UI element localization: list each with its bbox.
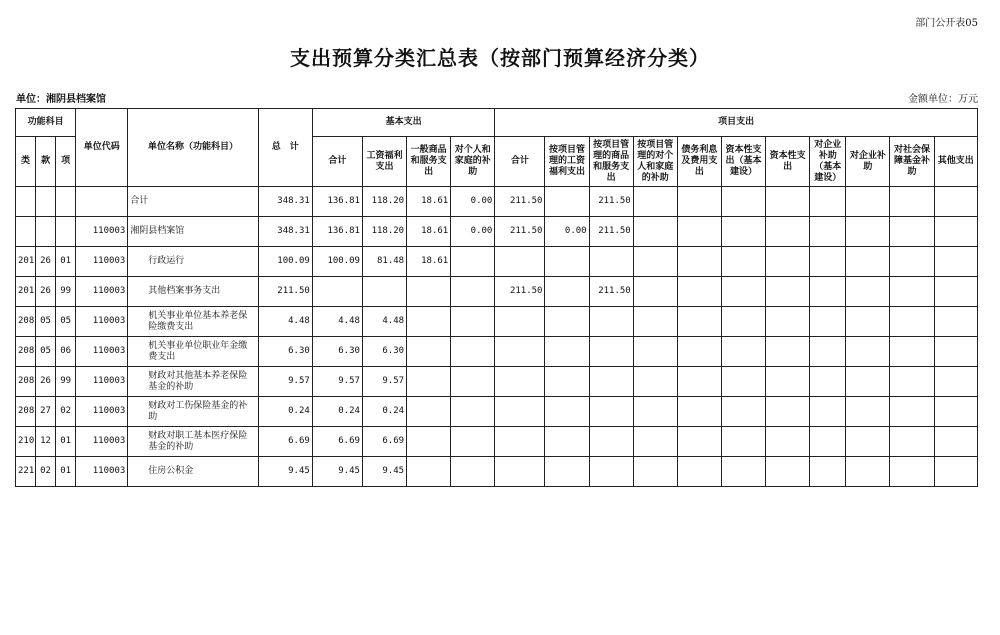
cell-project-capital (766, 217, 810, 247)
header-basic: 基本支出 (312, 109, 495, 137)
table-row (16, 247, 978, 277)
cell-project-wage (545, 427, 589, 457)
header-unit-name: 单位名称（功能科目） (128, 109, 258, 187)
cell-lei: 208 (16, 397, 36, 427)
cell-project-social (890, 217, 934, 247)
cell-basic-person (451, 397, 495, 427)
cell-unit-name: 行政运行 (128, 247, 258, 277)
cell-project-capital-build (721, 217, 765, 247)
cell-project-enterprise-build (810, 247, 846, 277)
cell-project-goods (589, 457, 633, 487)
cell-project-person (633, 367, 677, 397)
cell-project-capital-build (721, 187, 765, 217)
cell-basic-wage: 9.45 (362, 457, 406, 487)
cell-project-enterprise (846, 457, 890, 487)
cell-project-wage (545, 277, 589, 307)
cell-project-social (890, 397, 934, 427)
cell-basic-sum: 6.30 (312, 337, 362, 367)
header-basic-col: 一般商品和服务支出 (407, 137, 451, 187)
table-row (16, 427, 978, 457)
cell-unit-name: 财政对其他基本养老保险基金的补助 (128, 367, 258, 397)
cell-project-person (633, 307, 677, 337)
budget-table (15, 108, 978, 487)
header-total: 总 计 (258, 109, 312, 187)
header-basic-col: 工资福利支出 (362, 137, 406, 187)
page-title: 支出预算分类汇总表（按部门预算经济分类） (290, 46, 710, 70)
cell-xiang: 99 (56, 367, 76, 397)
cell-unit-name: 湘阴县档案馆 (128, 217, 258, 247)
cell-project-enterprise-build (810, 427, 846, 457)
header-kuan: 款 (36, 137, 56, 187)
cell-lei: 208 (16, 367, 36, 397)
cell-project-enterprise (846, 187, 890, 217)
cell-project-wage (545, 397, 589, 427)
cell-basic-sum: 0.24 (312, 397, 362, 427)
cell-project-enterprise (846, 367, 890, 397)
cell-kuan: 26 (36, 367, 56, 397)
cell-project-sum (495, 337, 545, 367)
cell-unit-name: 住房公积金 (128, 457, 258, 487)
cell-xiang: 06 (56, 337, 76, 367)
header-project-col: 对企业补助（基本建设） (810, 137, 846, 187)
table-row (16, 307, 978, 337)
cell-basic-sum: 9.57 (312, 367, 362, 397)
cell-xiang: 01 (56, 427, 76, 457)
cell-basic-wage: 0.24 (362, 397, 406, 427)
header-project-col: 按项目管理的对个人和家庭的补助 (633, 137, 677, 187)
cell-basic-wage: 9.57 (362, 367, 406, 397)
cell-project-debt (677, 217, 721, 247)
cell-project-capital (766, 337, 810, 367)
cell-kuan (36, 187, 56, 217)
cell-basic-wage: 6.30 (362, 337, 406, 367)
cell-project-capital-build (721, 457, 765, 487)
header-project-col: 按项目管理的工资福利支出 (545, 137, 589, 187)
cell-xiang: 05 (56, 307, 76, 337)
cell-project-other (934, 457, 977, 487)
cell-project-enterprise (846, 337, 890, 367)
cell-project-social (890, 427, 934, 457)
cell-xiang: 02 (56, 397, 76, 427)
cell-project-enterprise-build (810, 277, 846, 307)
cell-unit-code: 110003 (76, 397, 128, 427)
header-project-col: 资本性支出 (766, 137, 810, 187)
cell-project-debt (677, 427, 721, 457)
cell-unit-name: 其他档案事务支出 (128, 277, 258, 307)
cell-basic-goods (407, 397, 451, 427)
form-code: 部门公开表05 (915, 18, 978, 29)
cell-xiang: 01 (56, 247, 76, 277)
cell-kuan (36, 217, 56, 247)
money-unit: 金额单位：万元 (908, 94, 978, 105)
cell-basic-wage: 118.20 (362, 217, 406, 247)
cell-project-sum (495, 367, 545, 397)
cell-basic-goods: 18.61 (407, 187, 451, 217)
cell-unit-name: 财政对职工基本医疗保险基金的补助 (128, 427, 258, 457)
cell-basic-wage: 118.20 (362, 187, 406, 217)
cell-basic-sum (312, 277, 362, 307)
cell-project-enterprise-build (810, 367, 846, 397)
cell-project-person (633, 247, 677, 277)
cell-total: 100.09 (258, 247, 312, 277)
cell-project-enterprise-build (810, 397, 846, 427)
cell-project-other (934, 307, 977, 337)
unit-name: 湘阴县档案馆 (46, 94, 106, 105)
header-project-col: 资本性支出（基本建设） (721, 137, 765, 187)
cell-project-sum (495, 427, 545, 457)
cell-basic-wage: 81.48 (362, 247, 406, 277)
cell-project-other (934, 187, 977, 217)
cell-project-social (890, 277, 934, 307)
table-row (16, 277, 978, 307)
cell-project-other (934, 217, 977, 247)
cell-unit-name: 合计 (128, 187, 258, 217)
cell-basic-goods (407, 427, 451, 457)
cell-total: 4.48 (258, 307, 312, 337)
unit-label: 单位： (16, 94, 46, 105)
cell-project-person (633, 397, 677, 427)
cell-project-capital-build (721, 307, 765, 337)
cell-lei: 221 (16, 457, 36, 487)
cell-project-capital-build (721, 427, 765, 457)
cell-basic-wage: 6.69 (362, 427, 406, 457)
cell-project-social (890, 337, 934, 367)
header-xiang: 项 (56, 137, 76, 187)
cell-project-sum: 211.50 (495, 277, 545, 307)
cell-unit-name: 机关事业单位职业年金缴费支出 (128, 337, 258, 367)
cell-project-debt (677, 307, 721, 337)
cell-project-enterprise-build (810, 217, 846, 247)
cell-total: 6.69 (258, 427, 312, 457)
cell-basic-sum: 9.45 (312, 457, 362, 487)
cell-project-person (633, 457, 677, 487)
cell-project-enterprise-build (810, 337, 846, 367)
cell-basic-sum: 6.69 (312, 427, 362, 457)
cell-project-social (890, 457, 934, 487)
cell-unit-code: 110003 (76, 247, 128, 277)
cell-project-goods (589, 427, 633, 457)
cell-project-wage (545, 367, 589, 397)
cell-basic-person (451, 307, 495, 337)
cell-basic-wage: 4.48 (362, 307, 406, 337)
cell-basic-goods (407, 337, 451, 367)
cell-project-enterprise-build (810, 307, 846, 337)
cell-project-capital-build (721, 277, 765, 307)
cell-basic-goods (407, 307, 451, 337)
cell-total: 9.45 (258, 457, 312, 487)
cell-project-capital (766, 187, 810, 217)
unit-info (16, 90, 106, 105)
cell-project-goods: 211.50 (589, 187, 633, 217)
cell-lei: 210 (16, 427, 36, 457)
table-body (16, 187, 978, 487)
cell-project-enterprise-build (810, 457, 846, 487)
cell-basic-person (451, 337, 495, 367)
cell-kuan: 05 (36, 337, 56, 367)
cell-project-capital (766, 277, 810, 307)
header-func-subject: 功能科目 (16, 109, 76, 137)
cell-basic-person: 0.00 (451, 217, 495, 247)
cell-lei: 201 (16, 247, 36, 277)
cell-project-capital (766, 427, 810, 457)
cell-basic-person: 0.00 (451, 187, 495, 217)
cell-project-capital (766, 457, 810, 487)
cell-project-debt (677, 397, 721, 427)
header-unit-code: 单位代码 (76, 109, 128, 187)
header-project-col: 对社会保障基金补助 (890, 137, 934, 187)
cell-project-debt (677, 187, 721, 217)
cell-basic-wage (362, 277, 406, 307)
cell-unit-code: 110003 (76, 337, 128, 367)
cell-total: 0.24 (258, 397, 312, 427)
cell-project-social (890, 367, 934, 397)
cell-project-goods: 211.50 (589, 277, 633, 307)
header-lei: 类 (16, 137, 36, 187)
cell-kuan: 12 (36, 427, 56, 457)
cell-project-goods (589, 367, 633, 397)
cell-total: 348.31 (258, 217, 312, 247)
cell-lei: 208 (16, 307, 36, 337)
cell-kuan: 27 (36, 397, 56, 427)
cell-basic-person (451, 427, 495, 457)
cell-project-enterprise-build (810, 187, 846, 217)
table-row (16, 187, 978, 217)
cell-project-enterprise (846, 277, 890, 307)
cell-lei: 201 (16, 277, 36, 307)
cell-unit-name: 财政对工伤保险基金的补助 (128, 397, 258, 427)
cell-project-enterprise (846, 397, 890, 427)
cell-basic-goods (407, 367, 451, 397)
table-row (16, 367, 978, 397)
cell-basic-person (451, 277, 495, 307)
cell-project-debt (677, 457, 721, 487)
cell-project-enterprise (846, 307, 890, 337)
cell-project-wage (545, 337, 589, 367)
cell-project-other (934, 367, 977, 397)
cell-kuan: 26 (36, 247, 56, 277)
cell-project-wage (545, 457, 589, 487)
table-row (16, 217, 978, 247)
header-project-col: 对企业补助 (846, 137, 890, 187)
cell-project-debt (677, 247, 721, 277)
cell-basic-sum: 4.48 (312, 307, 362, 337)
cell-unit-code: 110003 (76, 367, 128, 397)
cell-project-wage (545, 307, 589, 337)
cell-project-capital (766, 307, 810, 337)
cell-project-wage: 0.00 (545, 217, 589, 247)
cell-project-goods: 211.50 (589, 217, 633, 247)
cell-project-other (934, 337, 977, 367)
cell-basic-person (451, 247, 495, 277)
cell-basic-person (451, 367, 495, 397)
cell-project-sum: 211.50 (495, 187, 545, 217)
cell-project-social (890, 247, 934, 277)
cell-project-debt (677, 367, 721, 397)
cell-project-person (633, 337, 677, 367)
cell-project-enterprise (846, 247, 890, 277)
cell-xiang (56, 187, 76, 217)
table-row (16, 397, 978, 427)
cell-basic-goods (407, 457, 451, 487)
cell-total: 348.31 (258, 187, 312, 217)
cell-basic-sum: 100.09 (312, 247, 362, 277)
cell-project-goods (589, 307, 633, 337)
cell-project-debt (677, 337, 721, 367)
cell-project-person (633, 277, 677, 307)
header-project-col: 其他支出 (934, 137, 977, 187)
cell-basic-sum: 136.81 (312, 217, 362, 247)
cell-project-goods (589, 247, 633, 277)
cell-xiang: 99 (56, 277, 76, 307)
cell-unit-code: 110003 (76, 457, 128, 487)
header-project-col: 债务利息及费用支出 (677, 137, 721, 187)
cell-project-other (934, 277, 977, 307)
header-project-col: 按项目管理的商品和服务支出 (589, 137, 633, 187)
cell-lei (16, 217, 36, 247)
cell-unit-code: 110003 (76, 277, 128, 307)
cell-project-wage (545, 247, 589, 277)
cell-project-goods (589, 337, 633, 367)
cell-project-sum (495, 397, 545, 427)
cell-project-social (890, 187, 934, 217)
cell-project-capital (766, 367, 810, 397)
cell-total: 6.30 (258, 337, 312, 367)
cell-project-capital-build (721, 367, 765, 397)
cell-project-sum (495, 457, 545, 487)
header-project: 项目支出 (495, 109, 978, 137)
cell-unit-code (76, 187, 128, 217)
cell-unit-code: 110003 (76, 307, 128, 337)
header-basic-col: 对个人和家庭的补助 (451, 137, 495, 187)
table-row (16, 337, 978, 367)
cell-project-other (934, 397, 977, 427)
cell-lei: 208 (16, 337, 36, 367)
cell-total: 211.50 (258, 277, 312, 307)
cell-project-wage (545, 187, 589, 217)
cell-basic-goods: 18.61 (407, 217, 451, 247)
table-row (16, 457, 978, 487)
cell-kuan: 05 (36, 307, 56, 337)
cell-project-other (934, 247, 977, 277)
cell-project-debt (677, 277, 721, 307)
cell-project-capital (766, 397, 810, 427)
cell-total: 9.57 (258, 367, 312, 397)
cell-kuan: 26 (36, 277, 56, 307)
cell-project-capital (766, 247, 810, 277)
cell-basic-person (451, 457, 495, 487)
cell-basic-sum: 136.81 (312, 187, 362, 217)
cell-xiang: 01 (56, 457, 76, 487)
cell-project-capital-build (721, 397, 765, 427)
cell-project-enterprise (846, 217, 890, 247)
cell-project-enterprise (846, 427, 890, 457)
cell-project-goods (589, 397, 633, 427)
cell-unit-code: 110003 (76, 217, 128, 247)
cell-project-capital-build (721, 337, 765, 367)
cell-project-person (633, 187, 677, 217)
cell-project-sum (495, 247, 545, 277)
cell-project-person (633, 217, 677, 247)
cell-unit-code: 110003 (76, 427, 128, 457)
cell-basic-goods: 18.61 (407, 247, 451, 277)
cell-xiang (56, 217, 76, 247)
header-project-col: 合计 (495, 137, 545, 187)
cell-project-capital-build (721, 247, 765, 277)
cell-project-sum: 211.50 (495, 217, 545, 247)
cell-basic-goods (407, 277, 451, 307)
cell-project-other (934, 427, 977, 457)
header-basic-col: 合计 (312, 137, 362, 187)
cell-unit-name: 机关事业单位基本养老保险缴费支出 (128, 307, 258, 337)
cell-project-sum (495, 307, 545, 337)
cell-kuan: 02 (36, 457, 56, 487)
cell-project-person (633, 427, 677, 457)
cell-project-social (890, 307, 934, 337)
cell-lei (16, 187, 36, 217)
